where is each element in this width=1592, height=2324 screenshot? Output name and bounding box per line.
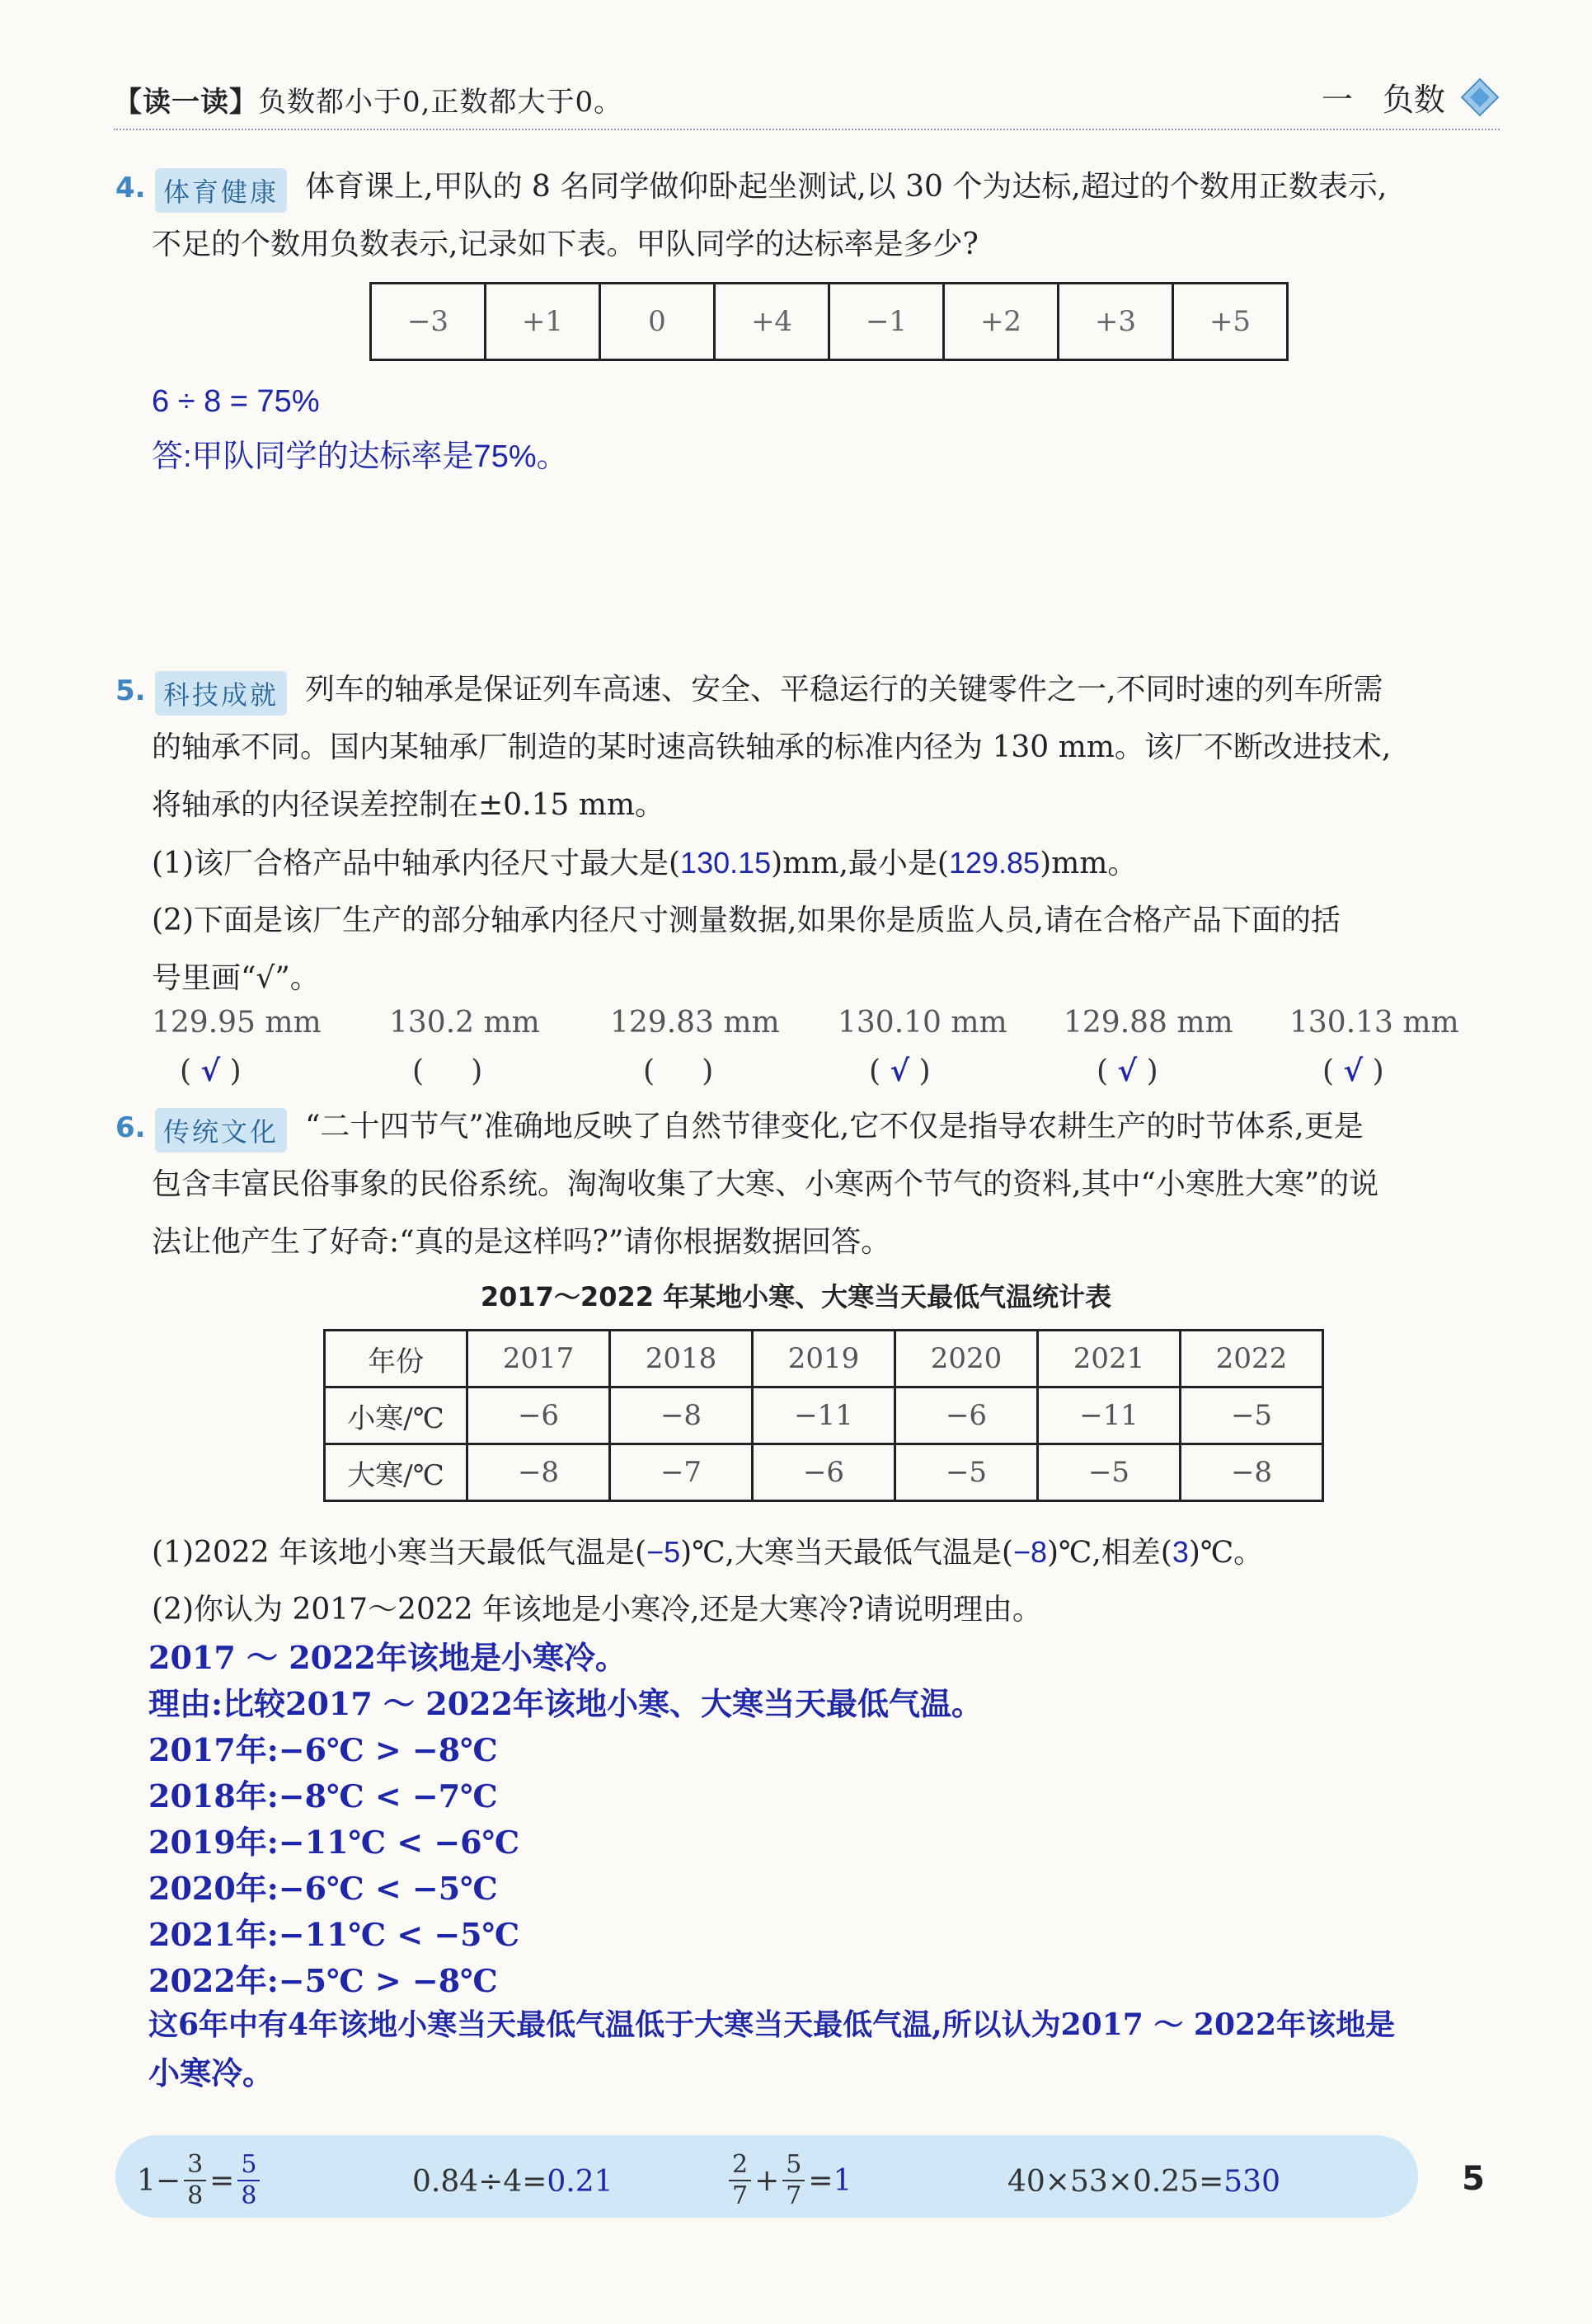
- score-cell: +2: [944, 284, 1059, 360]
- calc-text: 1−: [137, 2163, 181, 2198]
- q5-max-answer: 130.15: [680, 846, 772, 880]
- q6-line2: 包含丰富民俗事象的民俗系统。淘淘收集了大寒、小寒两个节气的资料,其中“小寒胜大寒”的说: [152, 1167, 1379, 1201]
- q5-part2-line2: 号里画“√”。: [152, 961, 320, 995]
- fraction-denominator: 8: [187, 2181, 204, 2210]
- check-mark: √: [1343, 1054, 1364, 1088]
- q5-line1: 列车的轴承是保证列车高速、安全、平稳运行的关键零件之一,不同时速的列车所需: [305, 673, 1383, 707]
- q5-part1-text: )mm,最小是(: [771, 847, 949, 880]
- table-cell: 2017: [467, 1331, 610, 1387]
- q6-part1-text: )℃,大寒当天最低气温是(: [680, 1536, 1013, 1570]
- table-cell: 2020: [895, 1331, 1038, 1387]
- calc-answer: 530: [1223, 2165, 1280, 2199]
- score-table: [369, 282, 1289, 361]
- q5-part1-text: )mm。: [1040, 847, 1138, 880]
- q6-part1-text: )℃,相差(: [1047, 1536, 1172, 1570]
- q6-part1-text: (1)2022 年该地小寒当天最低气温是(: [152, 1536, 647, 1570]
- q4-answer-calc: 6 ÷ 8 = 75%: [152, 384, 320, 419]
- table-row: [325, 1331, 1323, 1387]
- fraction: [184, 2150, 206, 2211]
- q5-line2: 的轴承不同。国内某轴承厂制造的某时速高铁轴承的标准内径为 130 mm。该厂不断改进技术,: [152, 730, 1392, 764]
- q6-part1: [152, 1524, 1263, 1582]
- fraction-numerator: 5: [237, 2150, 260, 2181]
- calc-text: =: [808, 2163, 834, 2198]
- fraction-denominator: 8: [241, 2181, 257, 2210]
- table-cell: 2021: [1038, 1331, 1181, 1387]
- table-cell: 年份: [325, 1331, 467, 1387]
- fraction-numerator: 2: [729, 2150, 751, 2181]
- table-cell: −6: [753, 1444, 895, 1501]
- table-cell: 小寒/℃: [325, 1387, 467, 1444]
- table-cell: −5: [1038, 1444, 1181, 1501]
- q6-dahan-answer: −8: [1012, 1535, 1048, 1569]
- table-cell: 大寒/℃: [325, 1444, 467, 1501]
- table-cell: −5: [1181, 1387, 1323, 1444]
- table-cell: 2019: [753, 1331, 895, 1387]
- fraction-numerator: 3: [184, 2150, 206, 2181]
- q6-answer-line: 2022年:−5℃ > −8℃: [148, 1962, 498, 1999]
- q5-number: 5.: [115, 674, 146, 707]
- check-bracket: ( √ ): [869, 1054, 931, 1088]
- calc-answer: 1: [833, 2163, 852, 2198]
- q6-part1-text: )℃。: [1188, 1536, 1264, 1570]
- calc-answer: 0.21: [547, 2165, 613, 2199]
- calc-text: +: [754, 2163, 780, 2198]
- q6-line3: 法让他产生了好奇:“真的是这样吗?”请你根据数据回答。: [152, 1225, 891, 1259]
- temperature-table-title: 2017～2022 年某地小寒、大寒当天最低气温统计表: [480, 1281, 1112, 1312]
- q6-diff-answer: 3: [1172, 1535, 1189, 1569]
- measurement: 130.10 mm: [838, 1006, 1007, 1040]
- table-cell: −5: [895, 1444, 1038, 1501]
- q4-answer-text: 答:甲队同学的达标率是75%。: [152, 439, 568, 474]
- check-bracket: ( √ ): [1097, 1054, 1158, 1088]
- table-cell: −6: [895, 1387, 1038, 1444]
- fraction: [729, 2150, 751, 2211]
- q4-line1: 体育课上,甲队的 8 名同学做仰卧起坐测试,以 30 个为达标,超过的个数用正数表示,: [305, 170, 1388, 204]
- chapter-dash: 一: [1321, 82, 1353, 118]
- score-cell: −1: [829, 284, 944, 360]
- table-cell: 2018: [610, 1331, 753, 1387]
- calc-text: 0.84÷4=: [412, 2165, 547, 2199]
- read-text: 负数都小于0,正数都大于0。: [258, 86, 623, 119]
- q6-answer-line: 2020年:−6℃ < −5℃: [148, 1870, 498, 1907]
- calc-text: 40×53×0.25=: [1007, 2165, 1224, 2199]
- diamond-icon: [1460, 77, 1500, 117]
- measurement: 130.13 mm: [1289, 1006, 1459, 1040]
- fraction-answer: [237, 2150, 260, 2211]
- check-bracket: ( ): [643, 1054, 714, 1088]
- table-row: [325, 1444, 1323, 1501]
- q6-line1: “二十四节气”准确地反映了自然节律变化,它不仅是指导农耕生产的时节体系,更是: [305, 1110, 1364, 1143]
- score-cell: +5: [1173, 284, 1288, 360]
- table-row: [325, 1387, 1323, 1444]
- score-cell: 0: [600, 284, 715, 360]
- q6-answer-line: 2017年:−6℃ > −8℃: [148, 1731, 498, 1768]
- score-cell: +4: [715, 284, 829, 360]
- calc-4: [1007, 2165, 1280, 2199]
- check-mark: √: [200, 1054, 221, 1088]
- chapter-title: 负数: [1382, 82, 1445, 118]
- q4-tag: 体育健康: [155, 168, 287, 213]
- score-cell: +1: [486, 284, 600, 360]
- q5-part1: [152, 834, 1137, 893]
- header-divider: [114, 129, 1500, 130]
- q5-part2-line1: (2)下面是该厂生产的部分轴承内径尺寸测量数据,如果你是质监人员,请在合格产品下面的括: [152, 904, 1341, 937]
- table-cell: −6: [467, 1387, 610, 1444]
- q6-answer-line: 2021年:−11℃ < −5℃: [148, 1916, 520, 1953]
- chapter-header: [1322, 74, 1500, 120]
- calc-1: [137, 2150, 263, 2211]
- score-cell: +3: [1059, 284, 1173, 360]
- q6-answer-line: 理由:比较2017 ～ 2022年该地小寒、大寒当天最低气温。: [148, 1685, 984, 1722]
- table-cell: −11: [753, 1387, 895, 1444]
- table-cell: −7: [610, 1444, 753, 1501]
- q5-tag: 科技成就: [155, 671, 287, 716]
- fraction-denominator: 7: [732, 2181, 749, 2210]
- q6-part2: (2)你认为 2017～2022 年该地是小寒冷,还是大寒冷?请说明理由。: [152, 1593, 1042, 1627]
- fraction-numerator: 5: [782, 2150, 805, 2181]
- q6-answer-line: 这6年中有4年该地小寒当天最低气温低于大寒当天最低气温,所以认为2017 ～ 2022年该地是: [148, 2007, 1396, 2042]
- calc-text: =: [209, 2163, 235, 2198]
- measurement: 129.88 mm: [1064, 1006, 1233, 1040]
- q6-answer-line: 2018年:−8℃ < −7℃: [148, 1777, 498, 1815]
- q6-number: 6.: [115, 1111, 146, 1144]
- table-cell: −11: [1038, 1387, 1181, 1444]
- q6-tag: 传统文化: [155, 1108, 287, 1153]
- measurement: 129.83 mm: [610, 1006, 780, 1040]
- page-number: 5: [1462, 2160, 1485, 2198]
- score-cell: −3: [371, 284, 486, 360]
- table-cell: 2022: [1181, 1331, 1323, 1387]
- q6-xiaohan-answer: −5: [646, 1535, 681, 1569]
- q6-answer-line: 小寒冷。: [148, 2054, 275, 2092]
- calc-3: [726, 2150, 852, 2211]
- check-mark: √: [1117, 1054, 1138, 1088]
- read-tip: [114, 79, 622, 120]
- temperature-table: [323, 1329, 1324, 1502]
- q4-number: 4.: [115, 171, 146, 204]
- table-cell: −8: [467, 1444, 610, 1501]
- measurement: 129.95 mm: [152, 1006, 322, 1040]
- table-cell: −8: [1181, 1444, 1323, 1501]
- check-bracket: ( ): [412, 1054, 483, 1088]
- q5-line3: 将轴承的内径误差控制在±0.15 mm。: [152, 788, 665, 822]
- check-mark: √: [890, 1054, 910, 1088]
- fraction-denominator: 7: [786, 2181, 802, 2210]
- q5-min-answer: 129.85: [948, 846, 1040, 880]
- check-bracket: ( √ ): [180, 1054, 242, 1088]
- q4-line2: 不足的个数用负数表示,记录如下表。甲队同学的达标率是多少?: [152, 228, 979, 261]
- table-cell: −8: [610, 1387, 753, 1444]
- q5-part1-text: (1)该厂合格产品中轴承内径尺寸最大是(: [152, 847, 681, 880]
- check-bracket: ( √ ): [1322, 1054, 1384, 1088]
- measurement: 130.2 mm: [389, 1006, 540, 1040]
- q6-answer-line: 2019年:−11℃ < −6℃: [148, 1824, 520, 1861]
- read-label: 【读一读】: [114, 86, 258, 119]
- calc-2: [412, 2165, 613, 2199]
- q6-answer-line: 2017 ～ 2022年该地是小寒冷。: [148, 1639, 627, 1676]
- fraction: [782, 2150, 805, 2211]
